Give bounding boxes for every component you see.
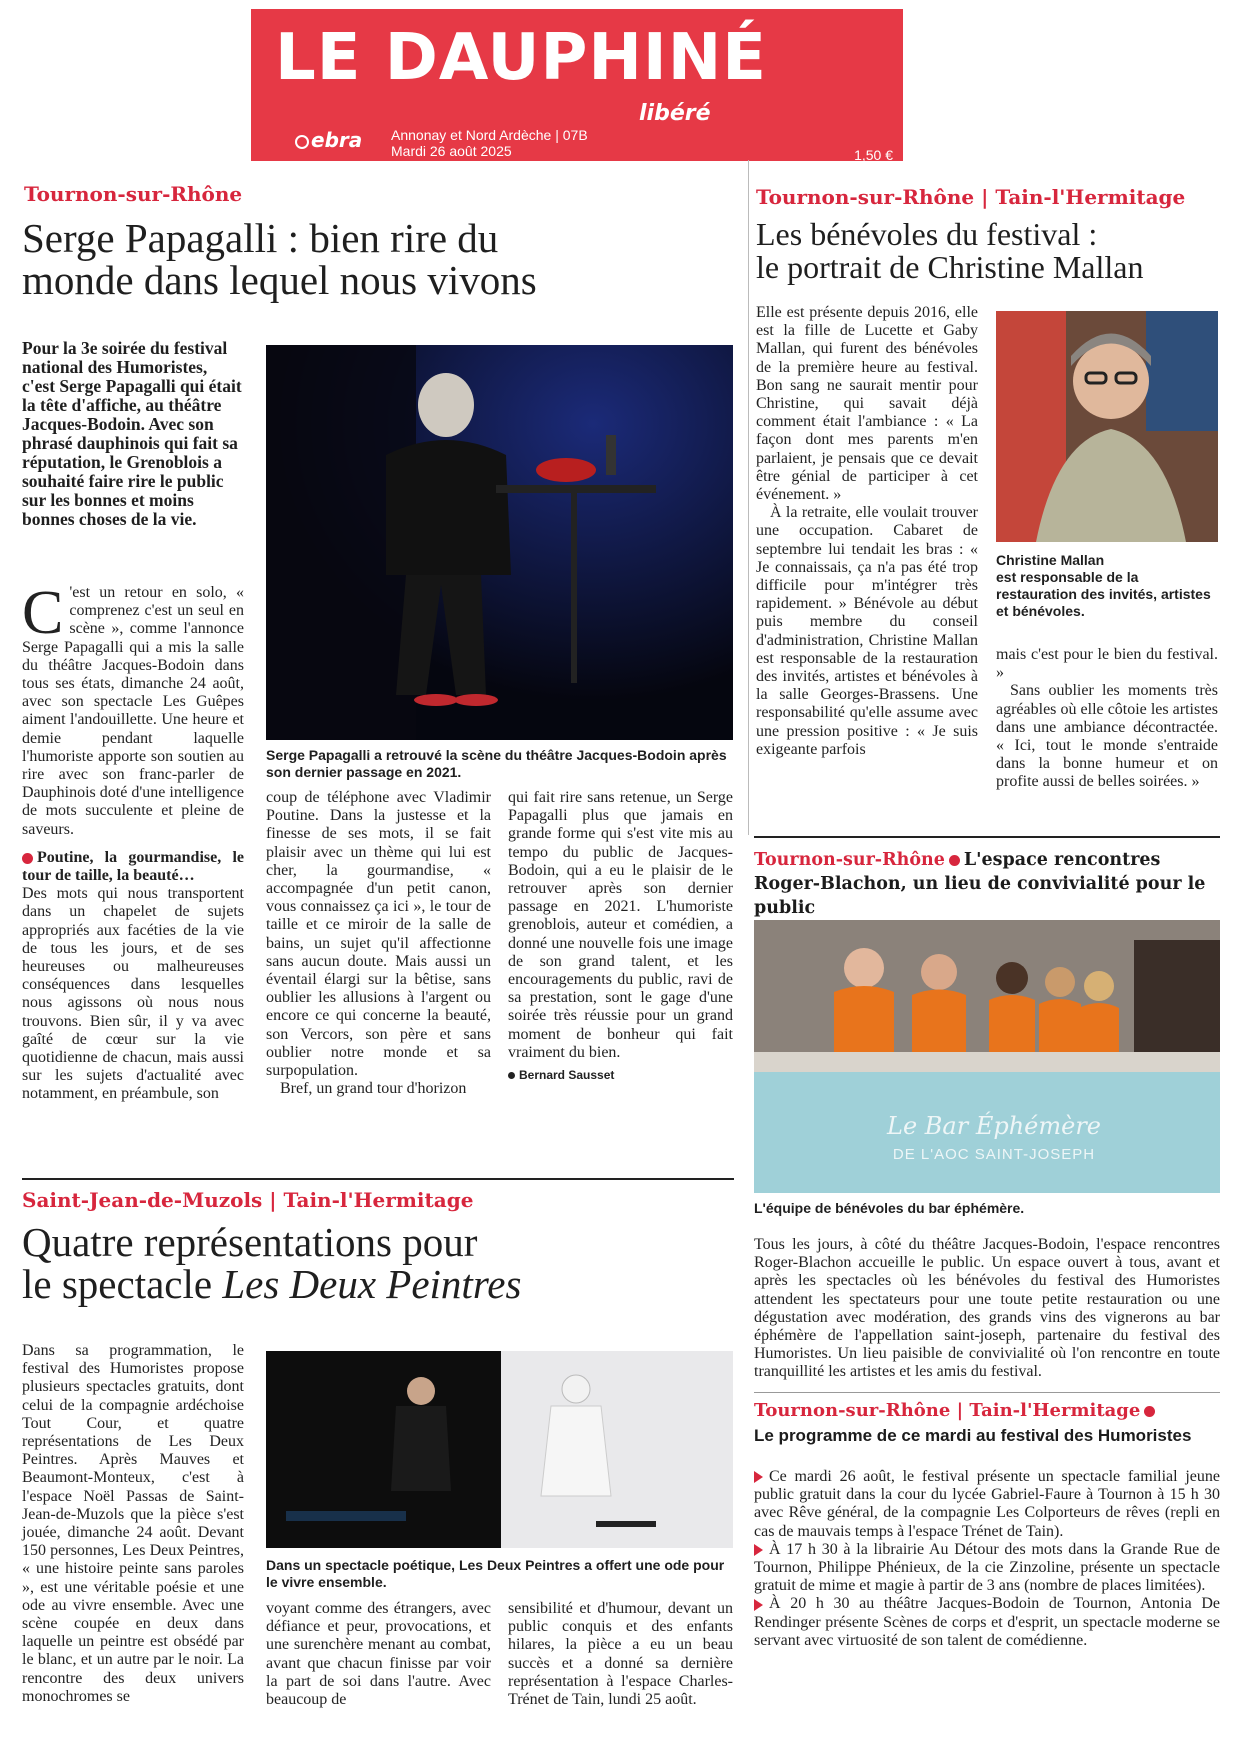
triangle-bullet-icon [754,1599,763,1611]
section-rule [754,836,1220,838]
article4-column1: Dans sa programmation, le festival des Humoristes propose plusieurs spectacles gratuits, dont celui de la compagnie ardéchoise Tout Cour, et quatre représentations de Les Deux Peintres. Après Mauves et Beaumont-Monteux, c'est à l'espace Noël Passas de Saint-Jean-de-Muzols que la pièce s'est jouée, dimanche 24 août. Devant 150 personnes, Les Deux Peintres, « une histoire peinte sans paroles », est une véritable poésie et une ode au vivre ensemble. Avec une scène coupée en deux dans laquelle un peintre est obsédé par le blanc, et un autre par le noir. La rencontre des deux univers monochromes se [22,1342,244,1705]
edition-info [391,127,588,159]
article4-kicker: Saint-Jean-de-Muzols | Tain-l'Hermitage [22,1188,474,1212]
article3-body: Tous les jours, à côté du théâtre Jacques-Bodoin, l'espace rencontres Roger-Blachon accueille le public. Un espace ouvert à tous, avant et après les spectacles où les bénévoles du festival des Humoristes attendent les spectateurs pour une toute petite restauration ou une dégustation avec modération, des grands vins des vignerons au bar éphémère de l'appellation saint-joseph, partenaire du festival des Humoristes. Un lieu paisible de convivialité où l'on rencontre en toute tranquillité les artistes et les amis du festival. [754,1236,1220,1381]
article2-kicker: Tournon-sur-Rhône | Tain-l'Hermitage [756,185,1186,209]
bar-sign-subtitle: DE L'AOC SAINT-JOSEPH [892,1146,1096,1163]
triangle-bullet-icon [754,1471,763,1483]
papagalli-stage-photo [266,345,733,740]
article3-photo-caption: L'équipe de bénévoles du bar éphémère. [754,1200,1025,1216]
article1-signature: Bernard Sausset [508,1068,614,1082]
triangle-bullet-icon [754,1544,763,1556]
dropcap: C [22,579,64,647]
article5-title: Le programme de ce mardi au festival des Humoristes [754,1426,1192,1445]
christine-mallan-portrait [996,311,1218,542]
article4-headline: Quatre représentations pour le spectacle Les Deux Peintres [22,1219,522,1307]
newspaper-brand-sub: libéré [639,101,711,126]
programme-item: À 17 h 30 à la librairie Au Détour des mots dans la Grande Rue de Tournon, Philippe Phénieux, de la cie Zinzoline, présente un spectacle gratuit de mime et magie à partir de 3 ans (nombre de places limitées). [754,1540,1220,1595]
price: 1,50 € [854,147,893,163]
article2-headline: Les bénévoles du festival : le portrait de Christine Mallan [756,216,1144,285]
article3-heading [754,848,1220,920]
article1-kicker: Tournon-sur-Rhône [24,182,243,206]
article1-photo-caption: Serge Papagalli a retrouvé la scène du théâtre Jacques-Bodoin après son dernier passage en 2021. [266,747,727,780]
article1-column2: coup de téléphone avec Vladimir Poutine. Dans la justesse et la finesse de ses mots, il se fait plaisir avec un thème qui lui est cher, la gourmandise, « accompagnée d'un petit canon, vous connaissez ça ici », le tour de taille et ce miroir de la salle de bains, un sujet qu'il affectionne sans aucun doute. Mais aussi un éventail élargi sur la bêtise, sans oublier les allusions à l'argent ou encore ce qui concerne la beauté, son Vercors, son père et sans oublier notre monde et sa surpopulation. Bref, un grand tour d'horizon [266,789,491,1098]
section-rule [754,1392,1220,1393]
article5-programme-list [754,1468,1220,1650]
masthead [251,9,903,161]
caption-person-name: Christine Mallan [996,552,1105,568]
article3-title: L'espace rencontres Roger-Blachon, un lieu de convivialité pour le public [754,850,1206,918]
deux-peintres-photo [266,1351,733,1548]
article4-column2: voyant comme des étrangers, avec défiance et peur, provocations, et une surenchère menant au combat, avant que chacun finisse par voir la part de soi dans l'autre. Avec beaucoup de [266,1600,491,1709]
newspaper-brand: LE DAUPHINÉ [275,21,767,95]
article2-column1: Elle est présente depuis 2016, elle est la fille de Lucette et Gaby Mallan, qui furent des bénévoles de la première heure au festival. Bon sang ne saurait mentir pour Christine, qui savait déjà comment était l'ambiance : « La façon dont mes parents m'en parlaient, je pensais que ce devait être génial de participer à cet événement. » À la retraite, elle voulait trouver une occupation. Cabaret de septembre lui tendait les bras : « Je connaissais, ça n'a pas été trop difficile pour m'intégrer très rapidement. » Bénévole au début puis membre du conseil d'administration, Christine Mallan est responsable de la restauration des invités, artistes et bénévoles à la salle Georges-Brassens. Une responsabilité qu'elle assume avec une pression positive : « Je suis exigeante parfois [756,304,978,758]
article1-column1: C 'est un retour en solo, « comprenez c'est un seul en scène », comme l'annonce Serge Papagalli qui a mis la salle du théâtre Jacques-Bodoin dans tous ses états, dimanche 24 août, avec son spectacle Les Guêpes aiment l'andouillette. Une heure et demie pendant laquelle l'humoriste apporte son soutien au rire avec son franc-parler de Dauphinois doté d'une intelligence de mots succulente et pleine de saveurs. Poutine, la gourmandise, le tour de taille, la beauté… Des mots qui nous transportent dans un chapelet de sujets appropriés aux facéties de la vie de tous les jours, et de ses heureuses ou malheureuses conséquences dans lesquelles nous agissons où nous nous trouvons. Bien sûr, il y va avec gaîté de cœur sur la vie quotidienne de chacun, mais aussi sur les sujets d'actualité avec notamment, en préambule, son [22,579,244,1103]
article4-photo-caption: Dans un spectacle poétique, Les Deux Peintres a offert une ode pour le vivre ensemble. [266,1557,725,1590]
bar-ephemere-photo [754,920,1220,1193]
edition-label: Annonay et Nord Ardèche | 07B [391,127,588,143]
article2-photo-caption: Christine Mallan est responsable de la restauration des invités, artistes et bénévoles. [996,552,1218,620]
programme-item: Ce mardi 26 août, le festival présente un spectacle familial jeune public gratuit dans la cour du lycée Gabriel-Faure à Tournon à 15 h 30 avec Rêve général, de la compagnie Les Colporteurs de rêves (repli en cas de mauvais temps à l'espace Trénet de Tain). [754,1468,1220,1540]
programme-item: À 20 h 30 au théâtre Jacques-Bodoin de Tournon, Antonia De Rendinger présente Scènes de corps et d'esprit, un spectacle moderne se servant avec virtuosité de son talent de comédienne. [754,1595,1220,1649]
article1-lead: Pour la 3e soirée du festival national des Humoristes, c'est Serge Papagalli qui était la tête d'affiche, au théâtre Jacques-Bodoin. Avec son phrasé dauphinois qui fait sa réputation, le Grenoblois a souhaité faire rire le public sur les bonnes et moins bonnes choses de la vie. [22,338,242,529]
article5-kicker: Tournon-sur-Rhône | Tain-l'Hermitage [754,1400,1159,1421]
edition-date: Mardi 26 août 2025 [391,143,512,159]
section-rule [22,1178,734,1180]
ebra-logo: ebra [295,128,362,152]
article4-column3: sensibilité et d'humour, devant un public conquis et des enfants hilares, la pièce a eu un beau succès et a donné sa dernière représentation à l'espace Charles-Trénet de Tain, lundi 25 août. [508,1600,733,1709]
column-divider [748,160,749,835]
article2-column2: mais c'est pour le bien du festival. » Sans oublier les moments très agréables où elle côtoie les artistes dans une ambiance décontractée. « Ici, tout le monde s'entraide dans la bonne humeur et on profite aussi de belles soirées. » [996,646,1218,791]
article1-headline: Serge Papagalli : bien rire du monde dans lequel nous vivons [22,215,537,303]
article1-column3: qui fait rire sans retenue, un Serge Papagalli plus que jamais en grande forme qui s'est vite mis au tempo du public de Jacques-Bodoin, qui a eu le plaisir de le retrouver après son dernier passage en 2021. L'humoriste grenoblois, auteur et comédien, a donné une nouvelle fois une image de son grand talent, et les encouragements du public, ravi de sa prestation, sont le gage d'une soirée très réussie pour un grand moment de bonheur qui fait vraiment du bien. Bernard Sausset [508,789,733,1083]
article3-kicker: Tournon-sur-Rhône [754,850,945,870]
bar-sign-name: Le Bar Éphémère [887,1112,1101,1140]
article1-subheading: Poutine, la gourmandise, le tour de taille, la beauté… [22,848,244,885]
